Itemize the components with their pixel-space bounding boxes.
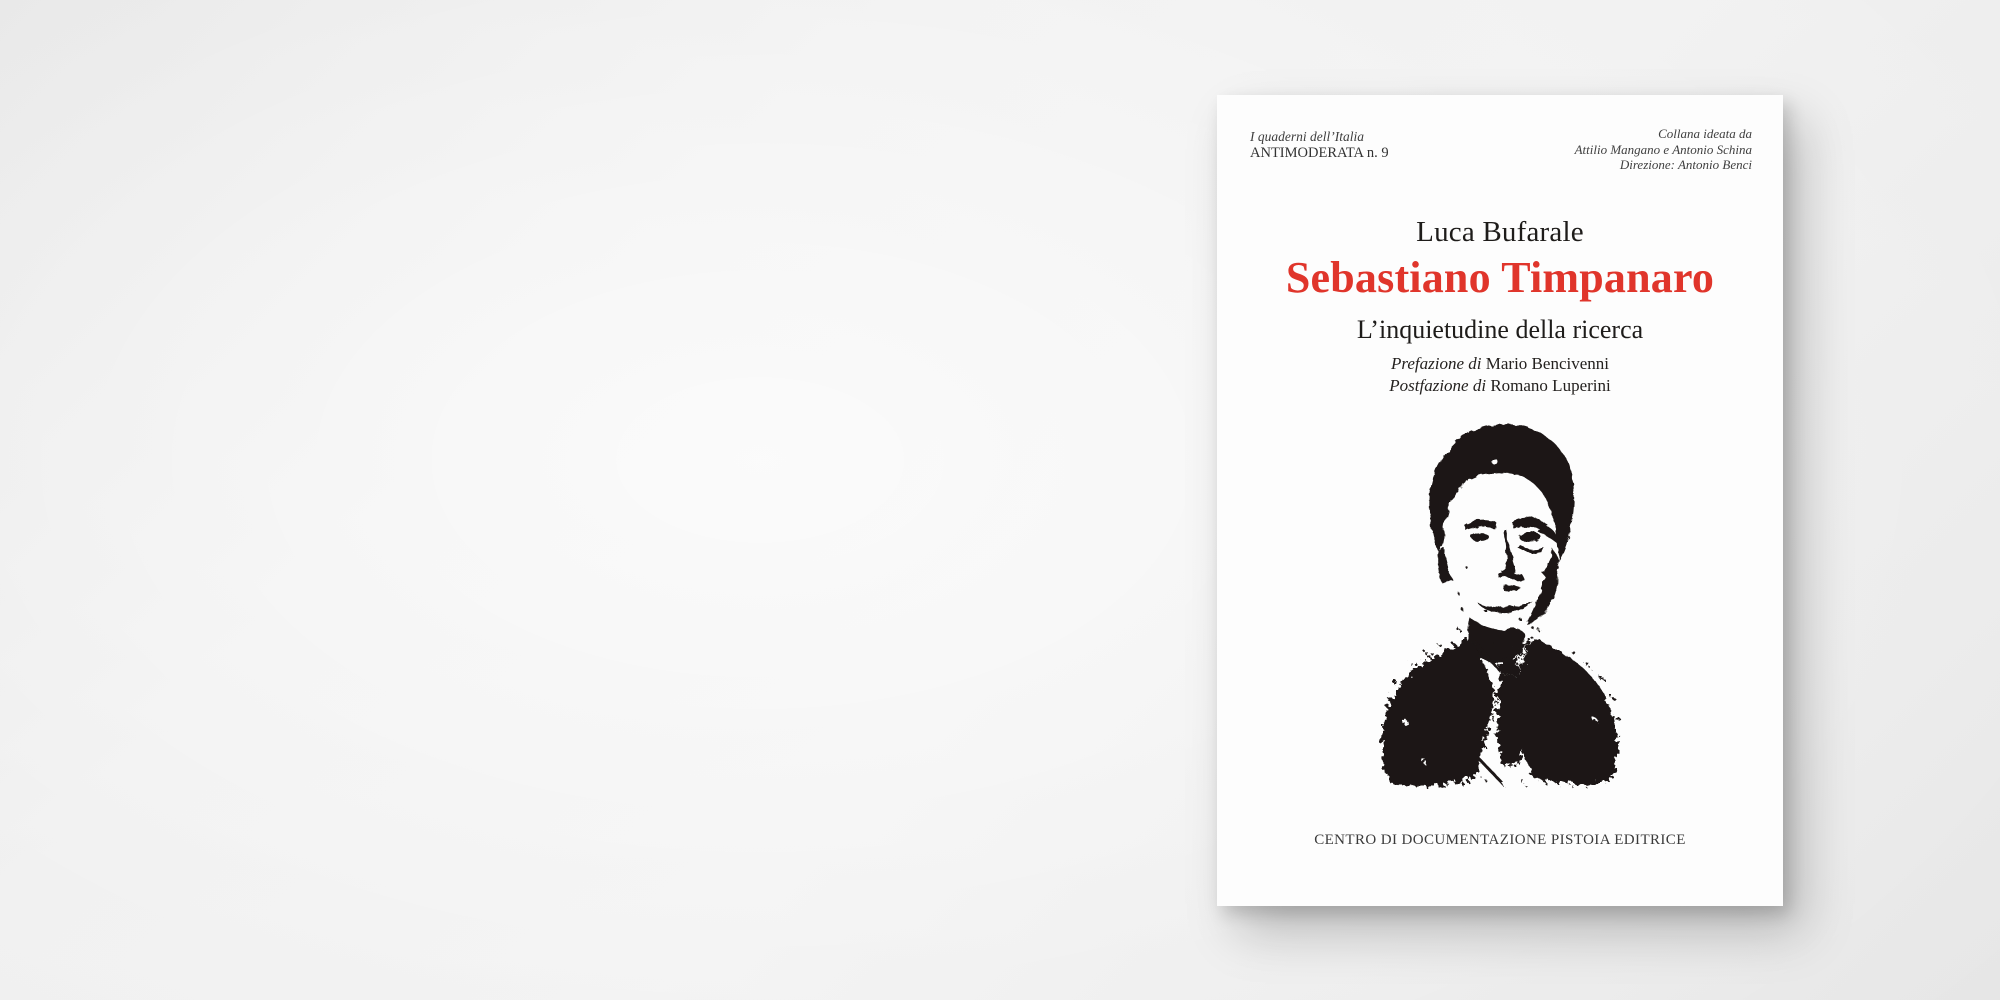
- author-name: Luca Bufarale: [1416, 216, 1584, 248]
- book-cover: [1217, 95, 1783, 906]
- portrait-illustration: [1374, 421, 1626, 789]
- afterword-credit: [1217, 375, 1783, 397]
- collana-line-2: Attilio Mangano e Antonio Schina: [1574, 141, 1752, 157]
- series-name: I quaderni dell’Italia: [1250, 129, 1364, 144]
- series-block: [1250, 128, 1389, 162]
- preface-credit: [1217, 353, 1783, 375]
- afterword-name: Romano Luperini: [1490, 376, 1611, 395]
- series-number: ANTIMODERATA n. 9: [1250, 145, 1389, 161]
- publisher-imprint: CENTRO DI DOCUMENTAZIONE PISTOIA EDITRICE: [1314, 832, 1686, 848]
- preface-name: Mario Bencivenni: [1485, 354, 1609, 373]
- sebastiano-timpanaro-portrait-icon: [1374, 421, 1626, 789]
- collana-line-3: Direzione: Antonio Benci: [1619, 157, 1752, 172]
- collana-line-1: Collana ideata da: [1658, 126, 1752, 141]
- afterword-label: Postfazione di: [1389, 376, 1491, 395]
- preface-label: Prefazione di: [1391, 354, 1486, 373]
- credits-block: [1217, 353, 1783, 397]
- book-subtitle: L’inquietudine della ricerca: [1356, 315, 1644, 344]
- book-title: Sebastiano Timpanaro: [1285, 253, 1715, 302]
- collana-block: [1575, 126, 1752, 173]
